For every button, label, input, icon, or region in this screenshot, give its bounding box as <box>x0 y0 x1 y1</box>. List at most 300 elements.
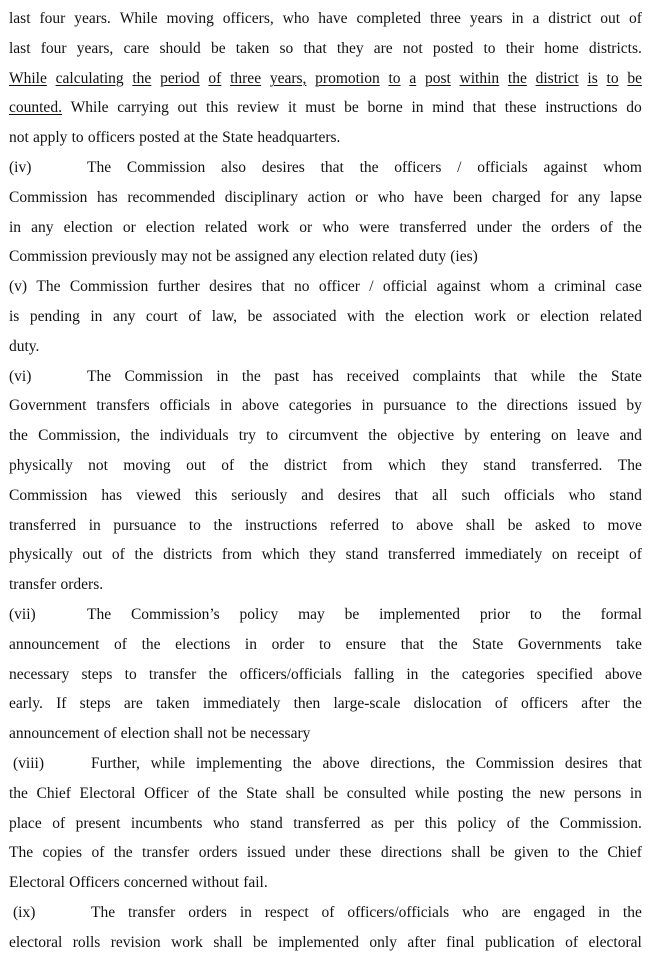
word: districts <box>163 546 213 564</box>
word: in <box>219 397 233 415</box>
word: of <box>91 844 105 862</box>
word: or <box>122 218 136 236</box>
word: of <box>321 904 335 921</box>
word: officers/officials <box>347 904 450 921</box>
word: above <box>241 397 279 415</box>
word: falling <box>353 665 395 683</box>
word: to <box>483 39 496 57</box>
word: work <box>474 308 507 325</box>
word: should <box>159 39 201 57</box>
word: home <box>544 39 579 57</box>
word: last <box>9 10 31 27</box>
word: or <box>355 188 369 206</box>
word: the <box>249 457 269 474</box>
word: of <box>103 725 117 743</box>
word: be <box>344 606 360 623</box>
word: Officer <box>144 784 189 802</box>
word: promotion <box>315 69 380 87</box>
word: taken <box>235 39 270 57</box>
word: whom <box>603 159 642 176</box>
word: further <box>157 278 200 296</box>
word: referred <box>329 516 379 534</box>
word: not <box>207 725 228 743</box>
word: officers, <box>222 10 274 27</box>
word: transfer <box>127 904 176 921</box>
word: prior <box>479 606 511 623</box>
word: from <box>221 546 252 564</box>
word: entering <box>490 427 541 445</box>
word: apply <box>32 129 68 147</box>
word: the <box>477 397 497 415</box>
word: against <box>436 278 481 296</box>
word: shall <box>213 933 243 951</box>
word: duty. <box>9 337 40 355</box>
word: posting <box>457 784 504 802</box>
word: The <box>617 457 642 474</box>
word: shall <box>173 725 204 743</box>
word: above <box>416 516 454 534</box>
word: the <box>522 218 541 236</box>
word: or <box>299 218 313 236</box>
word: official <box>382 278 428 296</box>
word: transferred <box>293 814 361 832</box>
word: of <box>221 457 235 474</box>
word: categories <box>461 665 525 683</box>
word: are <box>373 39 393 57</box>
word: that <box>303 39 327 57</box>
word: this <box>206 99 229 117</box>
word: taken <box>156 695 190 713</box>
text-line <box>9 749 642 779</box>
word: categories <box>288 397 352 415</box>
word: calculating <box>55 69 124 87</box>
text-line <box>9 4 642 34</box>
word: that <box>320 159 344 176</box>
word: of <box>114 635 127 653</box>
text-line <box>9 272 642 302</box>
word: While <box>9 69 47 87</box>
word: districts. <box>588 39 642 57</box>
word: are <box>501 904 521 921</box>
text-line <box>9 153 642 183</box>
word: to <box>388 69 401 87</box>
word: previously <box>91 248 157 266</box>
word: of <box>208 69 222 87</box>
word: ensure <box>345 635 387 653</box>
word: the <box>430 665 450 683</box>
word: the <box>130 427 150 445</box>
word: take <box>616 635 642 653</box>
word: in <box>9 218 22 236</box>
word: the <box>208 665 228 683</box>
word: also <box>221 159 246 176</box>
word: related <box>599 308 642 325</box>
word: fail. <box>243 874 268 892</box>
word: from <box>342 457 373 474</box>
word: implemented <box>379 606 461 623</box>
word: officers <box>394 159 442 176</box>
word: has <box>312 367 334 385</box>
text-line <box>9 302 642 332</box>
word: after <box>581 695 610 713</box>
word: The <box>91 904 116 921</box>
word: to <box>456 397 469 415</box>
text-line <box>9 362 642 392</box>
word: care <box>123 39 150 57</box>
word: asked <box>534 516 571 534</box>
word: instructions <box>545 99 618 117</box>
word: the <box>622 218 642 236</box>
word: State <box>246 784 278 802</box>
word: receipt <box>577 546 620 564</box>
word: who <box>212 814 240 832</box>
word: of <box>111 546 125 564</box>
word: election <box>63 218 113 236</box>
word: be <box>627 69 642 87</box>
word: stand <box>483 457 516 474</box>
word: that <box>472 99 497 117</box>
word: desires <box>261 159 305 176</box>
word: posted <box>432 39 474 57</box>
word: State <box>610 367 642 385</box>
clause-marker: (vi) <box>9 367 32 385</box>
clause-marker: (ix) <box>13 904 36 921</box>
word: consulted <box>346 784 407 802</box>
text-line <box>9 213 642 243</box>
word: specified <box>536 665 593 683</box>
word: the <box>132 69 152 87</box>
word: (ies) <box>450 248 478 266</box>
word: moving <box>166 10 214 27</box>
word: in <box>361 397 374 415</box>
word: whom <box>489 278 529 296</box>
word: Electoral <box>79 784 136 802</box>
word: concerned <box>123 874 188 892</box>
word: be <box>231 725 246 743</box>
word: lapse <box>610 188 642 206</box>
word: as <box>370 814 384 832</box>
word: directions, <box>370 755 436 772</box>
word: officials <box>503 486 555 504</box>
word: election <box>540 308 590 325</box>
word: Chief <box>607 844 642 862</box>
word: in <box>597 904 611 921</box>
word: transferred. <box>531 457 603 474</box>
word: that <box>400 635 424 653</box>
word: stand <box>609 486 642 504</box>
word: be <box>323 784 339 802</box>
word: transferred <box>387 546 456 564</box>
text-line <box>9 570 642 600</box>
word: of <box>52 814 66 832</box>
text-line <box>9 481 642 511</box>
word: transfer <box>9 576 57 594</box>
word: transfer <box>148 665 197 683</box>
word: district <box>535 69 579 87</box>
word: the <box>368 427 388 445</box>
text-line <box>9 689 642 719</box>
word: transferred <box>9 516 77 534</box>
word: duty <box>418 248 447 266</box>
word: these <box>339 844 372 862</box>
text-line <box>9 540 642 570</box>
text-line <box>9 34 642 64</box>
word: / <box>369 278 374 296</box>
word: the <box>218 784 238 802</box>
word: and <box>619 427 642 445</box>
text-line <box>9 93 642 123</box>
word: after <box>407 933 436 951</box>
word: post <box>424 69 451 87</box>
word: at <box>183 129 195 147</box>
word: years, <box>76 39 114 57</box>
word: While <box>119 10 158 27</box>
word: dislocation <box>413 695 482 713</box>
word: per <box>394 814 415 832</box>
text-line <box>9 600 642 630</box>
word: work <box>257 218 290 236</box>
word: have <box>414 188 444 206</box>
word: of <box>197 784 211 802</box>
text-line <box>9 511 642 541</box>
word: to <box>557 844 570 862</box>
word: action <box>307 188 346 206</box>
word: seriously <box>231 486 288 504</box>
word: that <box>494 367 518 385</box>
word: leave <box>576 427 610 445</box>
word: shall <box>451 844 481 862</box>
word: the <box>578 367 598 385</box>
word: Further, <box>91 755 140 772</box>
word: transferred <box>399 218 467 236</box>
text-line <box>9 183 642 213</box>
word: election <box>120 725 170 743</box>
word: officer <box>318 278 360 296</box>
word: pending <box>29 308 80 325</box>
word: years. <box>74 10 111 27</box>
clause-marker: (viii) <box>13 755 44 772</box>
word: large-scale <box>333 695 401 713</box>
word: circumvent <box>288 427 359 445</box>
word: work <box>171 933 203 951</box>
word: the <box>622 695 642 713</box>
word: related <box>205 218 248 236</box>
text-line <box>9 809 642 839</box>
word: any <box>577 188 601 206</box>
word: The <box>9 844 34 862</box>
word: electoral <box>588 933 642 951</box>
word: the <box>385 308 405 325</box>
text-line <box>9 660 642 690</box>
word: district <box>548 10 592 27</box>
word: While <box>70 99 109 117</box>
word: any <box>31 218 54 236</box>
word: The <box>87 606 112 623</box>
word: who <box>282 10 310 27</box>
word: early. <box>9 695 43 713</box>
word: in <box>239 904 252 921</box>
word: charged <box>491 188 541 206</box>
word: to <box>606 69 619 87</box>
word: respect <box>264 904 309 921</box>
word: Electoral <box>9 874 65 892</box>
word: they <box>441 457 468 474</box>
word: received <box>346 367 400 385</box>
word: objective <box>397 427 455 445</box>
word: years <box>469 10 503 27</box>
word: mind <box>432 99 465 117</box>
word: be <box>489 844 505 862</box>
word: policy <box>239 606 279 623</box>
word: orders <box>198 844 238 862</box>
word: of <box>494 695 508 713</box>
word: officials <box>477 159 528 176</box>
word: out <box>186 457 206 474</box>
word: rolls <box>72 933 101 951</box>
word: this <box>424 814 448 832</box>
word: incumbents <box>130 814 203 832</box>
word: above <box>322 755 360 772</box>
word: any <box>112 308 136 325</box>
word: pursuance <box>383 397 447 415</box>
word: who <box>377 188 405 206</box>
text-line <box>9 64 642 94</box>
word: the <box>561 606 581 623</box>
word: Officers <box>69 874 120 892</box>
word: above <box>604 665 642 683</box>
word: Commission <box>9 486 88 504</box>
word: the <box>113 844 133 862</box>
word: in <box>629 784 642 802</box>
word: these <box>504 99 537 117</box>
word: assigned <box>234 248 289 266</box>
word: election <box>145 218 195 236</box>
word: any <box>292 248 315 266</box>
word: orders. <box>60 576 104 594</box>
word: and <box>301 486 324 504</box>
word: move <box>607 516 642 534</box>
word: against <box>543 159 588 176</box>
word: (v) <box>9 278 28 296</box>
word: shall <box>285 784 315 802</box>
word: they <box>309 546 336 564</box>
word: place <box>9 814 42 832</box>
word: to <box>124 665 137 683</box>
word: while <box>150 755 186 772</box>
word: a <box>537 278 545 296</box>
word: may <box>161 248 188 266</box>
word: criminal <box>554 278 606 296</box>
word: a <box>532 10 540 27</box>
word: of <box>599 218 613 236</box>
word: such <box>461 486 490 504</box>
word: have <box>318 10 348 27</box>
word: The <box>36 278 61 296</box>
word: the <box>579 844 599 862</box>
word: in <box>411 99 424 117</box>
word: copies <box>42 844 83 862</box>
word: in <box>88 516 101 534</box>
text-line <box>9 719 642 749</box>
word: under <box>294 844 331 862</box>
word: necessary <box>9 665 70 683</box>
word: be <box>216 248 231 266</box>
word: must <box>305 99 336 117</box>
word: elections <box>175 635 231 653</box>
word: directions <box>380 844 442 862</box>
word: to <box>266 427 279 445</box>
word: the <box>530 814 550 832</box>
word: Commission <box>475 755 555 772</box>
word: given <box>513 844 549 862</box>
word: is <box>9 308 20 325</box>
word: to <box>318 635 332 653</box>
word: been <box>452 188 483 206</box>
word: directions <box>506 397 568 415</box>
word: period <box>160 69 200 87</box>
word: the <box>507 69 527 87</box>
word: review <box>237 99 280 117</box>
word: orders <box>551 218 590 236</box>
word: it <box>287 99 297 117</box>
clause-text <box>91 898 642 928</box>
word: Commission. <box>559 814 642 832</box>
text-line <box>9 928 642 958</box>
word: last <box>9 39 31 57</box>
word: officers <box>521 695 569 713</box>
word: officers/officials <box>239 665 342 683</box>
word: Commission’s <box>130 606 220 623</box>
word: of <box>506 814 520 832</box>
word: steps <box>81 665 113 683</box>
word: desires <box>564 755 608 772</box>
word: The <box>87 367 112 385</box>
text-line <box>9 779 642 809</box>
word: officers <box>87 129 135 147</box>
word: carrying <box>117 99 169 117</box>
word: formal <box>600 606 642 623</box>
word: that <box>618 755 642 772</box>
word: the <box>438 635 458 653</box>
word: all <box>432 486 448 504</box>
word: to <box>71 129 84 147</box>
word: election <box>318 248 369 266</box>
word: court <box>145 308 178 325</box>
word: in <box>90 308 103 325</box>
word: Commission <box>9 188 88 206</box>
word: orders <box>188 904 227 921</box>
word: persons <box>573 784 622 802</box>
word: announcement <box>9 725 100 743</box>
word: Governments <box>517 635 602 653</box>
word: counted. <box>9 99 62 117</box>
word: that <box>261 278 285 296</box>
word: try <box>238 427 256 445</box>
word: only <box>369 933 397 951</box>
word: who <box>462 904 489 921</box>
word: announcement <box>9 635 100 653</box>
word: posted <box>139 129 180 147</box>
word: in <box>216 367 229 385</box>
word: / <box>457 159 462 176</box>
word: related <box>372 248 415 266</box>
word: the <box>622 904 642 921</box>
word: State <box>472 635 504 653</box>
word: issued <box>577 397 617 415</box>
word: in <box>406 665 419 683</box>
word: may <box>298 606 325 623</box>
word: of <box>188 308 202 325</box>
